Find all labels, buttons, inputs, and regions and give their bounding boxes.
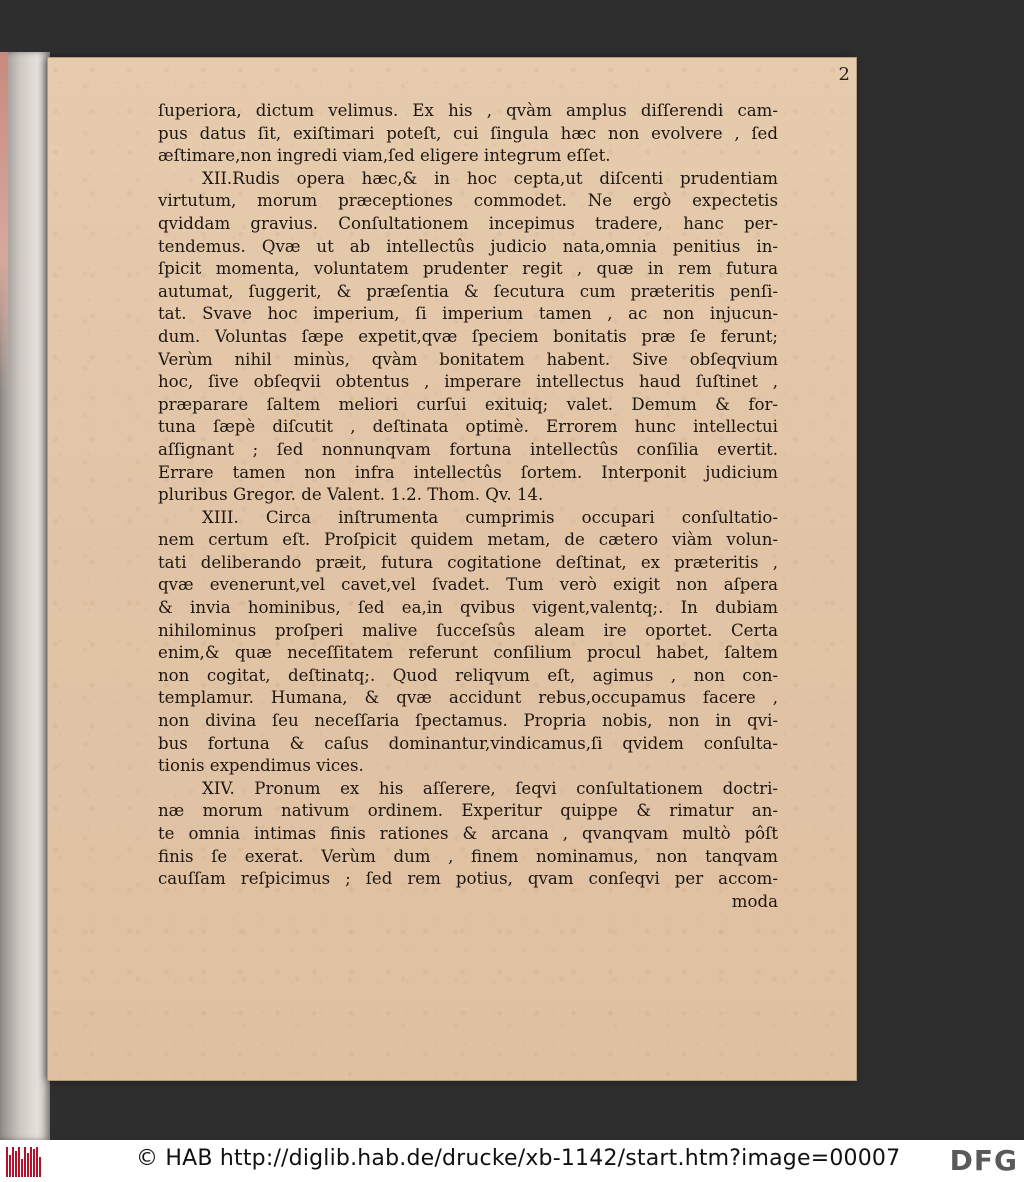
barcode-bar bbox=[12, 1147, 14, 1177]
barcode-bar bbox=[39, 1157, 41, 1177]
text-line: nihilominus proſperi malive ſucceſsûs aleam ire oportet. Certa bbox=[158, 620, 778, 640]
dfg-logo: DFG bbox=[949, 1144, 1018, 1177]
page-text bbox=[158, 100, 778, 913]
copyright-url[interactable]: © HAB http://diglib.hab.de/drucke/xb-1142/start.htm?image=00007 bbox=[136, 1146, 901, 1171]
text-line: qvæ evenerunt,vel cavet,vel ſvadet. Tum verò exigit non aſpera bbox=[158, 575, 778, 595]
text-line: moda bbox=[731, 891, 778, 911]
text-line: tat. Svave hoc imperium, ſi imperium tamen , ac non injucun- bbox=[158, 304, 778, 324]
barcode-bar bbox=[27, 1153, 29, 1177]
text-line: enim,& quæ neceſſitatem referunt conſilium procul habet, ſaltem bbox=[158, 643, 778, 663]
text-line: nem certum eſt. Proſpicit quidem metam, de cætero viàm volun- bbox=[158, 530, 778, 550]
text-line: XIII. Circa inſtrumenta cumprimis occupari conſultatio- bbox=[202, 507, 778, 527]
text-line: tati deliberando præit, futura cogitatione deſtinat, ex præteritis , bbox=[158, 552, 778, 572]
text-line: næ morum nativum ordinem. Experitur quippe & rimatur an- bbox=[158, 801, 778, 821]
text-line: æſtimare,non ingredi viam,ſed eligere integrum eſſet. bbox=[158, 146, 611, 166]
text-line: ſuperiora, dictum velimus. Ex his , qvàm amplus diſſerendi cam- bbox=[158, 101, 778, 120]
text-line: & invia hominibus, ſed ea,in qvibus vigent,valentq;. In dubiam bbox=[158, 598, 778, 618]
barcode-bar bbox=[21, 1159, 23, 1177]
text-line: aſſignant ; ſed nonnunqvam fortuna intellectûs conſilia evertit. bbox=[158, 439, 778, 459]
text-line: virtutum, morum præceptiones commodet. Ne ergò expectetis bbox=[158, 191, 778, 211]
text-line: dum. Voluntas ſæpe expetit,qvæ ſpeciem bonitatis præ ſe ferunt; bbox=[158, 326, 778, 346]
previous-page-stain bbox=[0, 52, 8, 392]
text-line: bus fortuna & caſus dominantur,vindicamus,ſi qvidem conſulta- bbox=[158, 733, 778, 753]
text-line: autumat, ſuggerit, & præſentia & ſecutura cum præteritis penſi- bbox=[158, 281, 778, 301]
hab-barcode-logo-icon bbox=[6, 1145, 46, 1177]
barcode-bar bbox=[33, 1149, 35, 1177]
text-line: tionis expendimus vices. bbox=[158, 756, 364, 776]
text-line: pus datus ſit, exiſtimari poteſt, cui ſingula hæc non evolvere , ſed bbox=[158, 123, 778, 143]
text-line: Errare tamen non infra intellectûs ſortem. Interponit judicium bbox=[158, 462, 778, 482]
text-line: templamur. Humana, & qvæ accidunt rebus,occupamus facere , bbox=[158, 688, 778, 708]
text-line: ſpicit momenta, voluntatem prudenter regit , quæ in rem futura bbox=[158, 259, 778, 279]
text-line: qviddam gravius. Conſultationem incepimus tradere, hanc per- bbox=[158, 213, 778, 233]
text-line: non divina ſeu neceſſaria ſpectamus. Propria nobis, non in qvi- bbox=[158, 711, 778, 731]
text-line: XIV. Pronum ex his aſſerere, ſeqvi conſultationem doctri- bbox=[202, 778, 778, 798]
text-line: non cogitat, deſtinatq;. Quod reliqvum eſt, agimus , non con- bbox=[158, 665, 778, 685]
barcode-bar bbox=[18, 1147, 20, 1177]
page-number: 2 bbox=[838, 64, 850, 85]
text-line: tendemus. Qvæ ut ab intellectûs judicio nata,omnia penitius in- bbox=[158, 236, 778, 256]
text-line: hoc, ſive obſeqvii obtentus , imperare intellectus haud ſuſtinet , bbox=[158, 372, 778, 392]
text-line: te omnia intimas finis rationes & arcana , qvanqvam multò pôſt bbox=[158, 824, 778, 843]
scanned-page bbox=[48, 58, 856, 1080]
text-line: tuna ſæpè diſcutit , deſtinata optimè. Errorem hunc intellectui bbox=[158, 417, 778, 437]
barcode-bar bbox=[9, 1155, 11, 1177]
text-line: Verùm nihil minùs, qvàm bonitatem habent. Sive obſeqvium bbox=[158, 349, 778, 369]
barcode-bar bbox=[15, 1151, 17, 1177]
text-line: finis ſe exerat. Verùm dum , finem nominamus, non tanqvam bbox=[158, 846, 778, 866]
text-line: præparare ſaltem meliori curſui exituiq; valet. Demum & for- bbox=[158, 394, 778, 414]
barcode-bar bbox=[24, 1147, 26, 1177]
barcode-bar bbox=[30, 1147, 32, 1177]
text-line: XII.Rudis opera hæc,& in hoc cepta,ut diſcenti prudentiam bbox=[202, 168, 778, 188]
barcode-bar bbox=[36, 1147, 38, 1177]
footer-bar bbox=[0, 1140, 1024, 1182]
text-line: cauſſam reſpicimus ; ſed rem potius, qvam conſeqvi per accom- bbox=[158, 869, 778, 889]
text-line: pluribus Gregor. de Valent. 1.2. Thom. Qv. 14. bbox=[158, 485, 544, 505]
barcode-bar bbox=[6, 1147, 8, 1177]
